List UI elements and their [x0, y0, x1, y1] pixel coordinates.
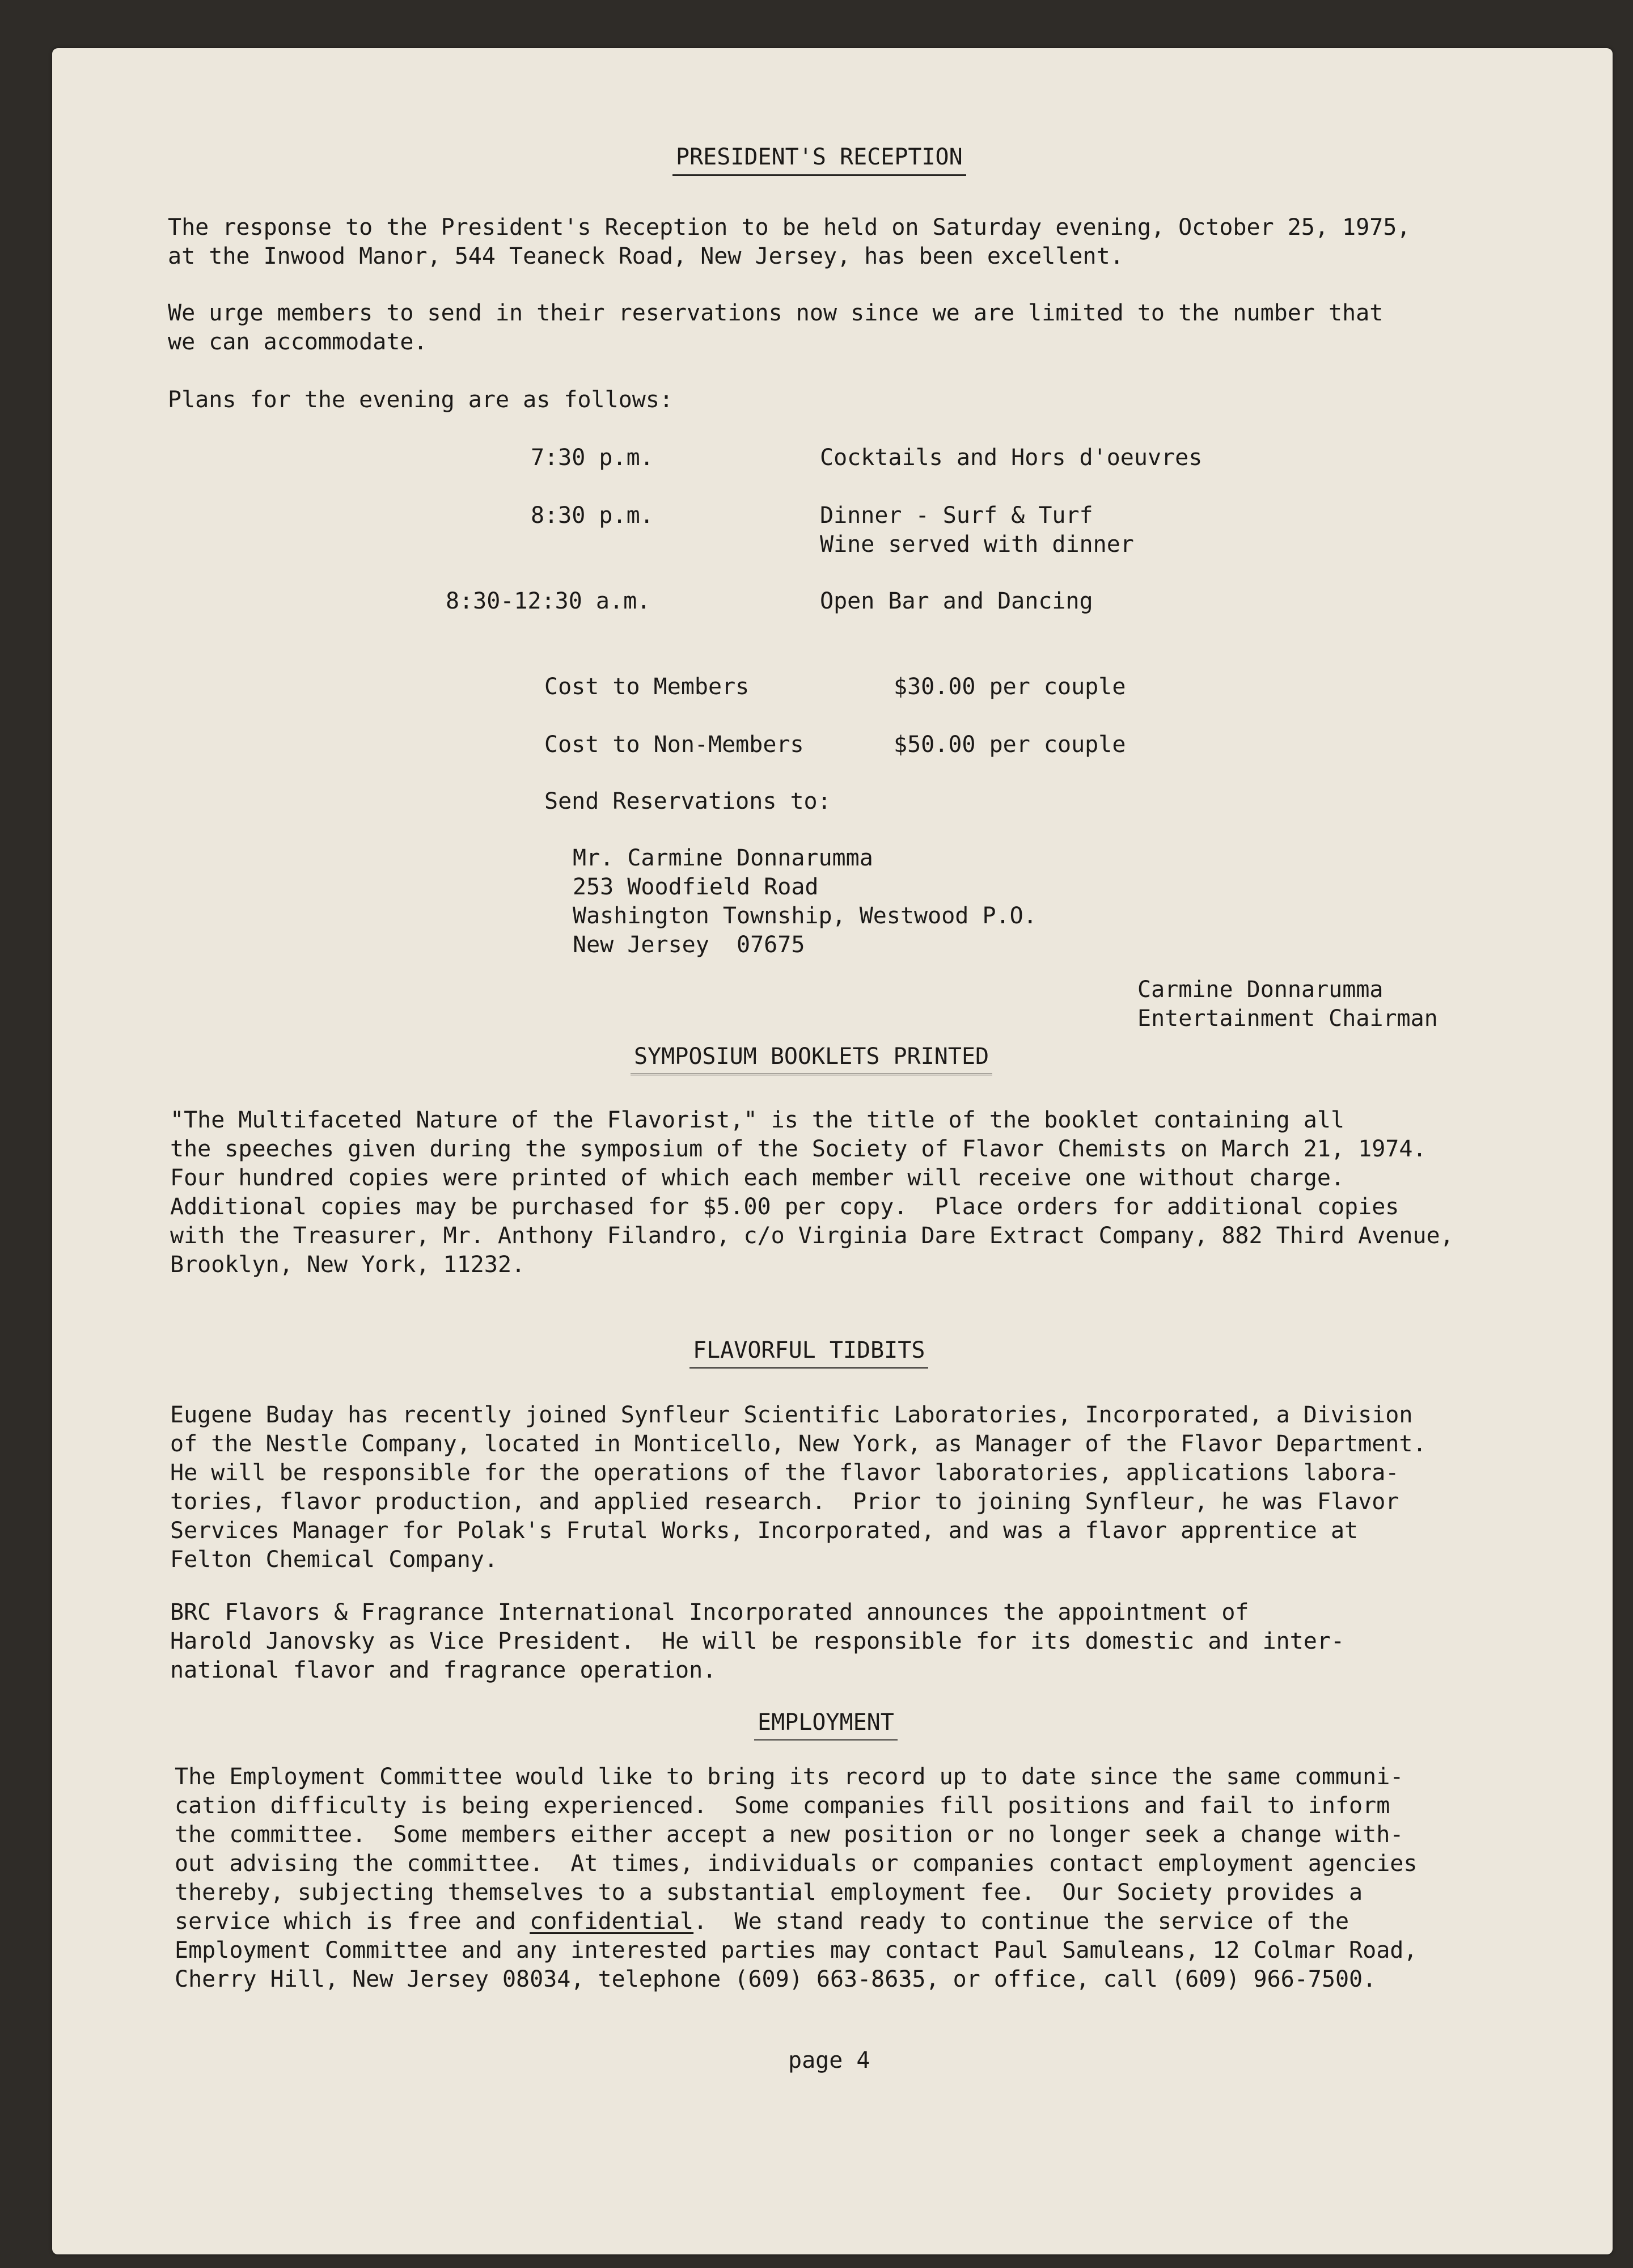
schedule-time-2: 8:30 p.m. — [531, 502, 654, 529]
schedule-event-2: Dinner - Surf & Turf Wine served with dinner — [820, 502, 1134, 558]
employment-heading: EMPLOYMENT — [754, 1708, 898, 1741]
plans-intro: Plans for the evening are as follows: — [168, 387, 674, 413]
cost-nonmembers-price: $50.00 per couple — [894, 732, 1126, 758]
reservation-address: Mr. Carmine Donnarumma 253 Woodfield Road Washington Township, Westwood P.O. New Jersey 07675 — [573, 845, 1037, 958]
symposium-heading: SYMPOSIUM BOOKLETS PRINTED — [631, 1042, 992, 1075]
schedule-event-3: Open Bar and Dancing — [820, 588, 1093, 614]
reception-paragraph-1: The response to the President's Reception to be held on Saturday evening, October 25, 1975, at the Inwood Manor, 544 Teaneck Road, New Jersey, has been excellent. — [168, 214, 1411, 269]
schedule-time-1: 7:30 p.m. — [531, 445, 654, 471]
chairman-signature: Carmine Donnarumma Entertainment Chairman — [1137, 977, 1438, 1032]
send-reservations-label: Send Reservations to: — [544, 788, 831, 814]
cost-nonmembers-label: Cost to Non-Members — [544, 732, 804, 758]
page-number: page 4 — [788, 2047, 870, 2073]
cost-members-label: Cost to Members — [544, 674, 750, 700]
schedule-event-1: Cocktails and Hors d'oeuvres — [820, 445, 1203, 471]
symposium-paragraph: "The Multifaceted Nature of the Flavorist," is the title of the booklet containing all the speeches given during the symposium of the Society of Flavor Chemists on March 21, 1974. Four hundred copies were printed of which each member will receive one without charge. Additional copies may be purchased for $5.00 per copy. Place orders for additional copies with the Treasurer, Mr. Anthony Filandro, c/o Virginia Dare Extract Company, 882 Third Avenue, Brooklyn, New York, 11232. — [170, 1107, 1454, 1278]
tidbits-heading: FLAVORFUL TIDBITS — [689, 1336, 928, 1369]
reception-paragraph-2: We urge members to send in their reservations now since we are limited to the number that we can accommodate. — [168, 300, 1384, 355]
schedule-time-3: 8:30-12:30 a.m. — [446, 588, 651, 614]
employment-paragraph: The Employment Committee would like to bring its record up to date since the same communi- cation difficulty is being experienced. Some companies fill positions and fail to inform the committee. Some members either accept a new position or no longer seek a change with- out advising the committee. At times, individuals or companies contact employment agencies thereby, subjecting themselves to a substantial employment fee. Our Society provides a service which is free and confidential. We stand ready to continue the service of the Employment Committee and any interested parties may contact Paul Samuleans, 12 Colmar Road, Cherry Hill, New Jersey 08034, telephone (609) 663-8635, or office, call (609) 966-7500. — [175, 1764, 1418, 1992]
cost-members-price: $30.00 per couple — [894, 674, 1126, 700]
reception-heading: PRESIDENT'S RECEPTION — [672, 143, 966, 176]
tidbits-paragraph-2: BRC Flavors & Fragrance International Incorporated announces the appointment of Harold Janovsky as Vice President. He will be responsible for its domestic and inter- national flavor and fragrance operation. — [170, 1599, 1345, 1683]
confidential-emphasis: confidential — [530, 1908, 694, 1935]
tidbits-paragraph-1: Eugene Buday has recently joined Synfleur Scientific Laboratories, Incorporated, a Division of the Nestle Company, located in Monticello, New York, as Manager of the Flavor Department. He will be responsible for the operations of the flavor laboratories, applications labora- tories, flavor production, and applied research. Prior to joining Synfleur, he was Flavor Services Manager for Polak's Frutal Works, Incorporated, and was a flavor apprentice at Felton Chemical Company. — [170, 1402, 1427, 1573]
